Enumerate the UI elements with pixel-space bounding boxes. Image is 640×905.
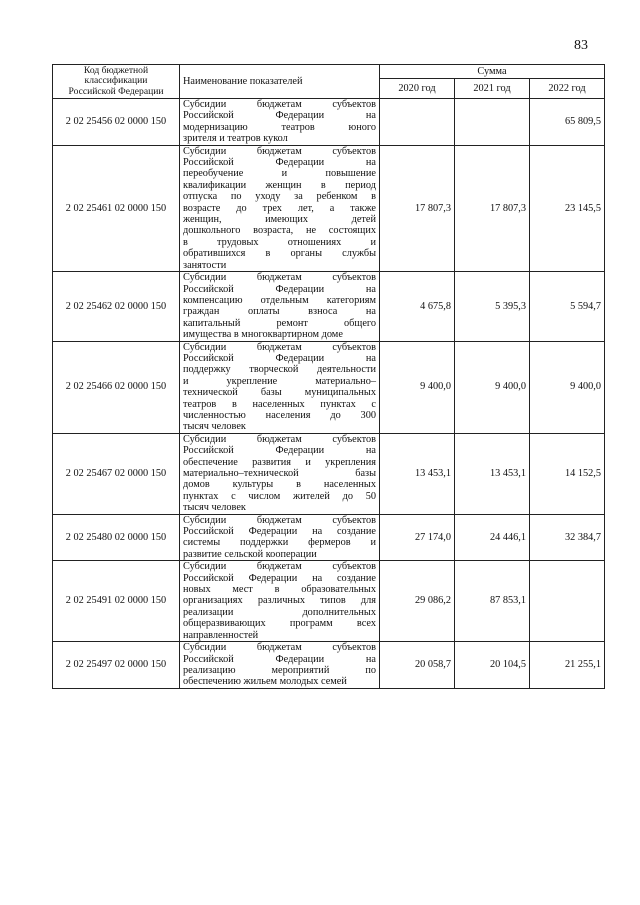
indicator-name-line: Субсидии бюджетам субъектов xyxy=(183,145,376,157)
indicator-name-line: граждан оплаты взноса на xyxy=(183,306,376,318)
indicator-name-line: поддержку творческой деятельности xyxy=(183,364,376,376)
amount-2021: 9 400,0 xyxy=(455,341,530,433)
indicator-name-line: технической базы муниципальных xyxy=(183,387,376,399)
budget-code: 2 02 25497 02 0000 150 xyxy=(53,642,180,689)
indicator-name xyxy=(180,514,380,561)
amount-2020: 9 400,0 xyxy=(380,341,455,433)
indicator-name-line: Российской Федерации на xyxy=(183,157,376,169)
indicator-name-line: развитие сельской кооперации xyxy=(183,548,317,560)
table-row xyxy=(53,341,605,433)
indicator-name-line: обеспечению жильем молодых семей xyxy=(183,676,347,688)
amount-2021: 13 453,1 xyxy=(455,433,530,514)
indicator-name-line: новых мест в образовательных xyxy=(183,584,376,596)
budget-code: 2 02 25466 02 0000 150 xyxy=(53,341,180,433)
indicator-name xyxy=(180,145,380,271)
indicator-name-line: в трудовых отношениях и xyxy=(183,236,376,248)
header-name: Наименование показателей xyxy=(180,65,380,99)
indicator-name xyxy=(180,433,380,514)
indicator-name-line: реализацию мероприятий по xyxy=(183,664,376,676)
indicator-name-line: переобучение и повышение xyxy=(183,168,376,180)
header-code-line: Российской Федерации xyxy=(68,85,164,97)
indicator-name-line: Российской Федерации на xyxy=(183,352,376,364)
indicator-name-line: Субсидии бюджетам субъектов xyxy=(183,433,376,445)
amount-2022: 5 594,7 xyxy=(530,272,605,341)
page-number: 83 xyxy=(574,38,588,53)
indicator-name-line: и укрепление материально– xyxy=(183,375,376,387)
indicator-name-line: материально–технической базы xyxy=(183,468,376,479)
indicator-name-line: компенсацию отдельным категориям xyxy=(183,294,376,306)
indicator-name-line: дошкольного возраста, не состоящих xyxy=(183,225,376,237)
amount-2022: 32 384,7 xyxy=(530,514,605,561)
indicator-name-line: обеспечение развития и укрепления xyxy=(183,456,376,468)
amount-2021: 5 395,3 xyxy=(455,272,530,341)
table-row xyxy=(53,433,605,514)
budget-code: 2 02 25491 02 0000 150 xyxy=(53,561,180,642)
indicator-name-line: реализации дополнительных xyxy=(183,606,376,618)
indicator-name-line: общеразвивающих программ всех xyxy=(183,618,376,630)
table-row xyxy=(53,561,605,642)
indicator-name-line: модернизацию театров юного xyxy=(183,121,376,133)
amount-2021: 17 807,3 xyxy=(455,145,530,271)
header-code-line: классификации xyxy=(84,75,148,87)
indicator-name-line: направленностей xyxy=(183,629,259,641)
budget-table xyxy=(52,64,605,689)
header-year-2021: 2021 год xyxy=(455,79,530,99)
amount-2022: 21 255,1 xyxy=(530,642,605,689)
indicator-name-line: квалификации женщин в период xyxy=(183,179,376,191)
indicator-name-line: Российской Федерации на создание xyxy=(183,572,376,584)
amount-2020: 29 086,2 xyxy=(380,561,455,642)
indicator-name-line: тысяч человек xyxy=(183,421,246,433)
amount-2020: 13 453,1 xyxy=(380,433,455,514)
indicator-name-line: системы поддержки фермеров и xyxy=(183,537,376,549)
indicator-name-line: Российской Федерации на xyxy=(183,445,376,457)
table-row xyxy=(53,145,605,271)
indicator-name xyxy=(180,341,380,433)
indicator-name-line: Российской Федерации на xyxy=(183,110,376,122)
indicator-name-line: домов культуры в населенных xyxy=(183,479,376,491)
amount-2020 xyxy=(380,99,455,146)
amount-2022: 65 809,5 xyxy=(530,99,605,146)
amount-2020: 4 675,8 xyxy=(380,272,455,341)
indicator-name-line: организациях различных типов для xyxy=(183,595,376,607)
amount-2022 xyxy=(530,561,605,642)
budget-code: 2 02 25462 02 0000 150 xyxy=(53,272,180,341)
indicator-name-line: тысяч человек xyxy=(183,502,246,514)
indicator-name-line: Российской Федерации на создание xyxy=(183,526,376,538)
indicator-name xyxy=(180,272,380,341)
indicator-name-line: Российской Федерации на xyxy=(183,283,376,295)
indicator-name xyxy=(180,99,380,146)
amount-2022: 23 145,5 xyxy=(530,145,605,271)
amount-2020: 27 174,0 xyxy=(380,514,455,561)
indicator-name-line: женщин, имеющих детей xyxy=(183,214,376,226)
amount-2022: 14 152,5 xyxy=(530,433,605,514)
budget-code: 2 02 25480 02 0000 150 xyxy=(53,514,180,561)
amount-2020: 20 058,7 xyxy=(380,642,455,689)
table-row xyxy=(53,99,605,146)
header-year-2020: 2020 год xyxy=(380,79,455,99)
header-sum: Сумма xyxy=(380,65,605,79)
amount-2021: 24 446,1 xyxy=(455,514,530,561)
indicator-name-line: Субсидии бюджетам субъектов xyxy=(183,561,376,573)
amount-2021 xyxy=(455,99,530,146)
indicator-name-line: Субсидии бюджетам субъектов xyxy=(183,99,376,110)
indicator-name-line: театров в населенных пунктах с xyxy=(183,398,376,410)
indicator-name xyxy=(180,642,380,689)
indicator-name-line: обратившихся в органы службы xyxy=(183,248,376,260)
indicator-name-line: численностью населения до 300 xyxy=(183,409,376,421)
amount-2022: 9 400,0 xyxy=(530,341,605,433)
indicator-name xyxy=(180,561,380,642)
indicator-name-line: Субсидии бюджетам субъектов xyxy=(183,341,376,353)
indicator-name-line: занятости xyxy=(183,259,227,271)
header-code xyxy=(53,65,180,99)
table-row xyxy=(53,642,605,689)
budget-code: 2 02 25461 02 0000 150 xyxy=(53,145,180,271)
indicator-name-line: отпуска по уходу за ребенком в xyxy=(183,191,376,203)
table-row xyxy=(53,514,605,561)
indicator-name-line: имущества в многоквартирном доме xyxy=(183,329,343,341)
indicator-name-line: капитальный ремонт общего xyxy=(183,317,376,329)
header-code-line: Код бюджетной xyxy=(83,65,149,77)
amount-2021: 20 104,5 xyxy=(455,642,530,689)
amount-2020: 17 807,3 xyxy=(380,145,455,271)
indicator-name-line: Субсидии бюджетам субъектов xyxy=(183,514,376,526)
indicator-name-line: пунктах с числом жителей до 50 xyxy=(183,490,376,502)
table-row xyxy=(53,272,605,341)
budget-code: 2 02 25456 02 0000 150 xyxy=(53,99,180,146)
amount-2021: 87 853,1 xyxy=(455,561,530,642)
header-year-2022: 2022 год xyxy=(530,79,605,99)
indicator-name-line: Субсидии бюджетам субъектов xyxy=(183,642,376,654)
indicator-name-line: Субсидии бюджетам субъектов xyxy=(183,272,376,284)
budget-code: 2 02 25467 02 0000 150 xyxy=(53,433,180,514)
indicator-name-line: зрителя и театров кукол xyxy=(183,133,288,145)
indicator-name-line: Российской Федерации на xyxy=(183,653,376,665)
indicator-name-line: возрасте до трех лет, а также xyxy=(183,202,376,214)
